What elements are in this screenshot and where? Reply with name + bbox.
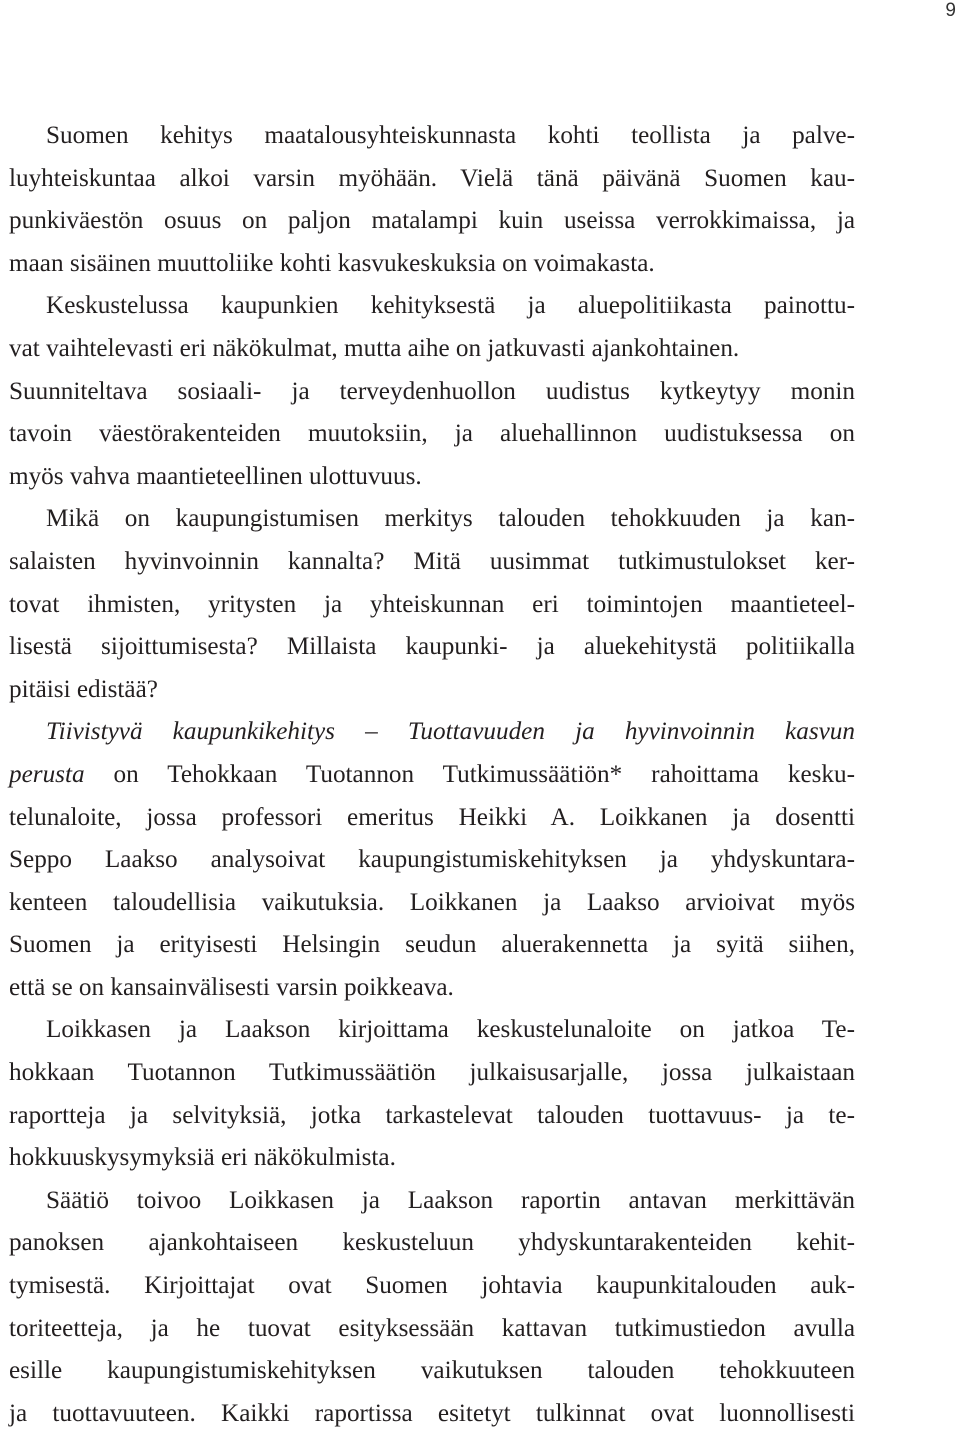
text-line: Säätiö toivoo Loikkasen ja Laakson raportin antavan merkittävän [46, 1186, 855, 1214]
text-line: salaisten hyvinvoinnin kannalta? Mitä uusimmat tutkimustulokset ker- [9, 547, 855, 575]
text-line: esille kaupungistumiskehityksen vaikutuksen talouden tehokkuuteen [9, 1357, 855, 1385]
text-line: hokkaan Tuotannon Tutkimussäätiön julkaisusarjalle, jossa julkaistaan [9, 1059, 855, 1087]
report-title-cont: perusta [9, 760, 85, 788]
text-line: Suomen ja erityisesti Helsingin seudun aluerakennetta ja syitä siihen, [9, 931, 855, 959]
text-line: punkiväestön osuus on paljon matalampi kuin useissa verrokkimaissa, ja [9, 207, 855, 235]
text-line: tavoin väestörakenteiden muutoksiin, ja aluehallinnon uudistuksessa on [9, 420, 855, 448]
text-line: lisestä sijoittumisesta? Millaista kaupunki- ja aluekehitystä politiikalla [9, 633, 855, 661]
text-line: telunaloite, jossa professori emeritus Heikki A. Loikkanen ja dosentti [9, 803, 855, 831]
text-line: Suunniteltava sosiaali- ja terveydenhuollon uudistus kytkeytyy monin [9, 377, 855, 405]
body-text [9, 115, 855, 1435]
text-line: maan sisäinen muuttoliike kohti kasvukeskuksia on voimakasta. [9, 249, 655, 277]
report-title-line: Tiivistyvä kaupunkikehitys – Tuottavuuden ja hyvinvoinnin kasvun [46, 718, 855, 746]
text-line: että se on kansainvälisesti varsin poikkeava. [9, 973, 454, 1001]
text-line: panoksen ajankohtaiseen keskusteluun yhdyskuntarakenteiden kehit- [9, 1229, 855, 1257]
text-line [9, 754, 855, 797]
text-line: kenteen taloudellisia vaikutuksia. Loikkanen ja Laakso arvioivat myös [9, 888, 855, 916]
text-line: luyhteiskuntaa alkoi varsin myöhään. Vielä tänä päivänä Suomen kau- [9, 164, 855, 192]
text-line: hokkuuskysymyksiä eri näkökulmista. [9, 1144, 396, 1172]
page-number: 9 [945, 0, 956, 21]
text-line: toriteetteja, ja he tuovat esityksessään kattavan tutkimustiedon avulla [9, 1314, 855, 1342]
text-line: ja tuottavuuteen. Kaikki raportissa esitetyt tulkinnat ovat luonnollisesti [9, 1399, 855, 1427]
text-line: Seppo Laakso analysoivat kaupungistumiskehityksen ja yhdyskuntara- [9, 846, 855, 874]
text-line: Keskustelussa kaupunkien kehityksestä ja aluepolitiikasta painottu- [46, 292, 855, 320]
text-line: tymisestä. Kirjoittajat ovat Suomen johtavia kaupunkitalouden auk- [9, 1272, 855, 1300]
text-line: tovat ihmisten, yritysten ja yhteiskunnan eri toimintojen maantieteel- [9, 590, 855, 618]
text-line: myös vahva maantieteellinen ulottuvuus. [9, 462, 422, 490]
text-after-title: on Tehokkaan Tuotannon Tutkimussäätiön* rahoittama kesku- [84, 760, 855, 788]
text-line: Mikä on kaupungistumisen merkitys talouden tehokkuuden ja kan- [46, 505, 855, 533]
text-line: vat vaihtelevasti eri näkökulmat, mutta aihe on jatkuvasti ajankohtainen. [9, 334, 740, 362]
text-line: raportteja ja selvityksiä, jotka tarkastelevat talouden tuottavuus- ja te- [9, 1101, 855, 1129]
text-line: Suomen kehitys maatalousyhteiskunnasta kohti teollista ja palve- [46, 122, 855, 149]
text-line: Loikkasen ja Laakson kirjoittama keskustelunaloite on jatkoa Te- [46, 1016, 855, 1044]
text-line: pitäisi edistää? [9, 675, 158, 703]
